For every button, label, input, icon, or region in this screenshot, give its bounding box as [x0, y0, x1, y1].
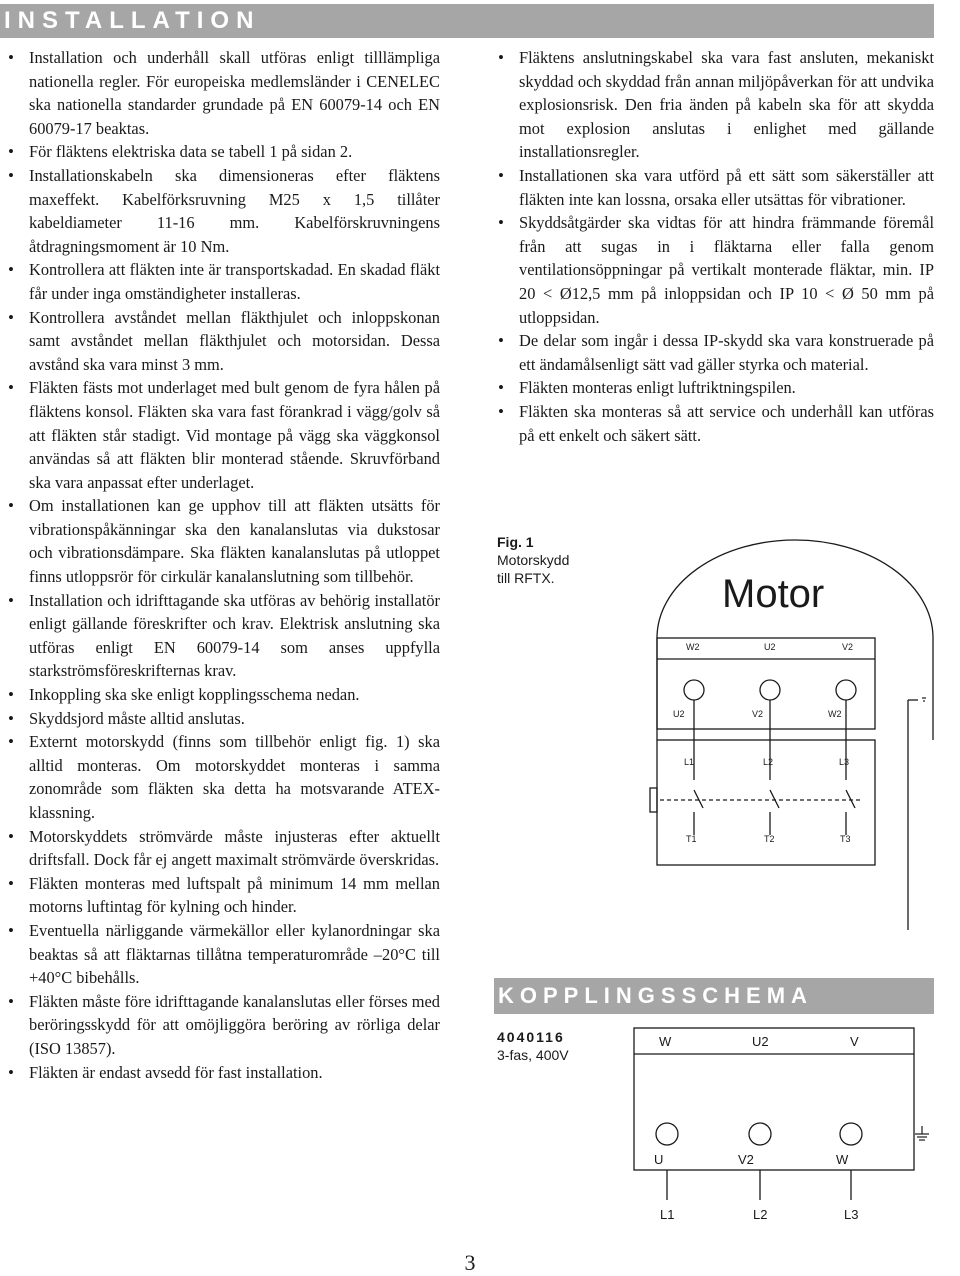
- terminal-label-top: U2: [764, 642, 776, 652]
- list-item: • Om installationen kan ge upphov till att fläkten utsätts för vibrationspåkänningar ska den kanalanslutas via dukstosar och vibrationsdämpare. Ska fläkten kanalanslutas på utloppet finns utloppsrör för cirkulär kanalanslutning som tillbehör.: [8, 494, 440, 588]
- list-item: • De delar som ingår i dessa IP-skydd ska vara konstruerade på ett ändamålsenligt sätt vad gäller styrka och material.: [498, 329, 934, 376]
- list-item: • Installationen ska vara utförd på ett sätt som säkerställer att fläkten inte kan lossna, orsaka eller utsättas för vibrationer.: [498, 164, 934, 211]
- terminal-label-bottom: U: [654, 1152, 664, 1167]
- motor-housing: [657, 540, 933, 740]
- line-label: L3: [839, 757, 850, 767]
- list-item: • Motorskyddets strömvärde måste injusteras efter aktuellt driftsfall. Dock får ej angett maximalt strömvärde överskridas.: [8, 825, 440, 872]
- list-item: • Installation och idrifttagande ska utföras av behörig installatör enligt gällande föreskrifter och krav. Elektrisk anslutning ska utföras enligt EN 60079-14 som anses uppfylla starkströmsföreskrifternas krav.: [8, 589, 440, 683]
- list-item: • Fläktens anslutningskabel ska vara fast ansluten, mekaniskt skyddad och skyddad från annan miljöpåverkan för att undvika explosionsrisk. Den fria änden på kabeln ska för att skydda mot explosion anslutas i enlighet med gällande installationsregler.: [498, 46, 934, 164]
- terminal-label-top: W2: [686, 642, 700, 652]
- terminal-label-top: W: [659, 1034, 672, 1049]
- list-item: • Installationskabeln ska dimensioneras efter fläktens maxeffekt. Kabelförksruvning M25 x 1,5 tillåter kabeldiameter 11-16 mm. Kabelförskruvningens åtdragningsmoment är 10 Nm.: [8, 164, 440, 258]
- line-label: L2: [753, 1207, 768, 1222]
- list-item: • Externt motorskydd (finns som tillbehör enligt fig. 1) ska alltid monteras. Om motorskyddet monteras i samma zonområde som fläkten ska detta ha motsvarande ATEX-klassning.: [8, 730, 440, 824]
- terminal-label-bottom: V2: [752, 709, 764, 719]
- terminal-circle: [836, 680, 856, 700]
- list-item: • Installation och underhåll skall utföras enligt tilllämpliga nationella regler. För europeiska medlemsländer i CENELEC ska nationella standarder grundade på EN 60079-14 och EN 60079-17 beaktas.: [8, 46, 440, 140]
- earth-ground-icon: [922, 698, 926, 701]
- list-item: • Fläkten monteras enligt luftriktningspilen.: [498, 376, 934, 400]
- reset-button: [650, 788, 657, 812]
- terminal-label-top: V: [850, 1034, 859, 1049]
- list-item: • Fläkten monteras med luftspalt på minimum 14 mm mellan motorns luftintag för kylning och hinder.: [8, 872, 440, 919]
- model-description: 3-fas, 400V: [497, 1047, 569, 1063]
- section-header-kopplingsschema: KOPPLINGSSCHEMA: [494, 978, 934, 1014]
- list-item: • Fläkten är endast avsedd för fast installation.: [8, 1061, 440, 1085]
- terminal-box: [634, 1028, 914, 1170]
- list-item: • Fläkten måste före idrifttagande kanalanslutas eller förses med beröringsskydd för att omöjliggöra beröring av rörliga delar (ISO 13857).: [8, 990, 440, 1061]
- line-label: L3: [844, 1207, 859, 1222]
- terminal-label-bottom: W2: [828, 709, 842, 719]
- output-label: T1: [686, 834, 697, 844]
- terminal-circle: [684, 680, 704, 700]
- list-item: • Fläkten fästs mot underlaget med bult genom de fyra hålen på fläktens konsol. Fläkten ska vara fast förankrad i vägg/golv så att fläkten står stadigt. Vid montage på vägg ska väggkonsol användas så att fläkten blir monterad stående. Skruvförband ska vara anpassat efter underlaget.: [8, 376, 440, 494]
- wiring-diagram-3-phase: [634, 1028, 914, 1200]
- figure-label: Fig. 1: [497, 534, 534, 550]
- list-item: • Eventuella närliggande värmekällor eller kylanordningar ska beaktas så att fläktarnas tillåtna temperaturområde –20°C till +40°C bibehålls.: [8, 919, 440, 990]
- switch-contact: [694, 790, 703, 808]
- terminal-label-top: U2: [752, 1034, 769, 1049]
- output-label: T3: [840, 834, 851, 844]
- switch-contact: [770, 790, 779, 808]
- list-item: • Kontrollera att fläkten inte är transportskadad. En skadad fläkt får under inga omständigheter installeras.: [8, 258, 440, 305]
- list-item: • För fläktens elektriska data se tabell 1 på sidan 2.: [8, 140, 440, 164]
- line-label: L2: [763, 757, 774, 767]
- motor-label: Motor: [722, 572, 825, 616]
- section-header-installation: INSTALLATION: [0, 4, 934, 38]
- output-label: T2: [764, 834, 775, 844]
- line-label: L1: [660, 1207, 675, 1222]
- terminal-circle: [840, 1123, 862, 1145]
- model-number: 4040116: [497, 1029, 565, 1045]
- switch-contact: [846, 790, 855, 808]
- terminal-label-top: V2: [842, 642, 854, 652]
- list-item: • Skyddsåtgärder ska vidtas för att hindra främmande föremål från att sugas in i fläktarna eller falla genom ventilationsöppningar på vertikalt monterade fläktar, min. IP 20 < Ø12,5 mm på inloppsidan och IP 10 < Ø 50 mm på utloppsidan.: [498, 211, 934, 329]
- terminal-circle: [656, 1123, 678, 1145]
- figure-caption-line-2: till RFTX.: [497, 570, 555, 586]
- line-label: L1: [684, 757, 695, 767]
- terminal-circle: [749, 1123, 771, 1145]
- earth-ground-icon: [915, 1126, 929, 1140]
- list-item: • Fläkten ska monteras så att service och underhåll kan utföras på ett enkelt och säkert sätt.: [498, 400, 934, 447]
- terminal-label-bottom: U2: [673, 709, 685, 719]
- list-item: • Inkoppling ska ske enligt kopplingsschema nedan.: [8, 683, 440, 707]
- terminal-label-bottom: V2: [738, 1152, 754, 1167]
- terminal-circle: [760, 680, 780, 700]
- terminal-label-bottom: W: [836, 1152, 849, 1167]
- list-item: • Kontrollera avståndet mellan fläkthjulet och inloppskonan samt avståndet mellan fläkthjulet och motorsidan. Dessa avstånd ska vara minst 3 mm.: [8, 306, 440, 377]
- list-item: • Skyddsjord måste alltid anslutas.: [8, 707, 440, 731]
- page-number: 3: [464, 1250, 476, 1275]
- figure-caption-line-1: Motorskydd: [497, 552, 570, 568]
